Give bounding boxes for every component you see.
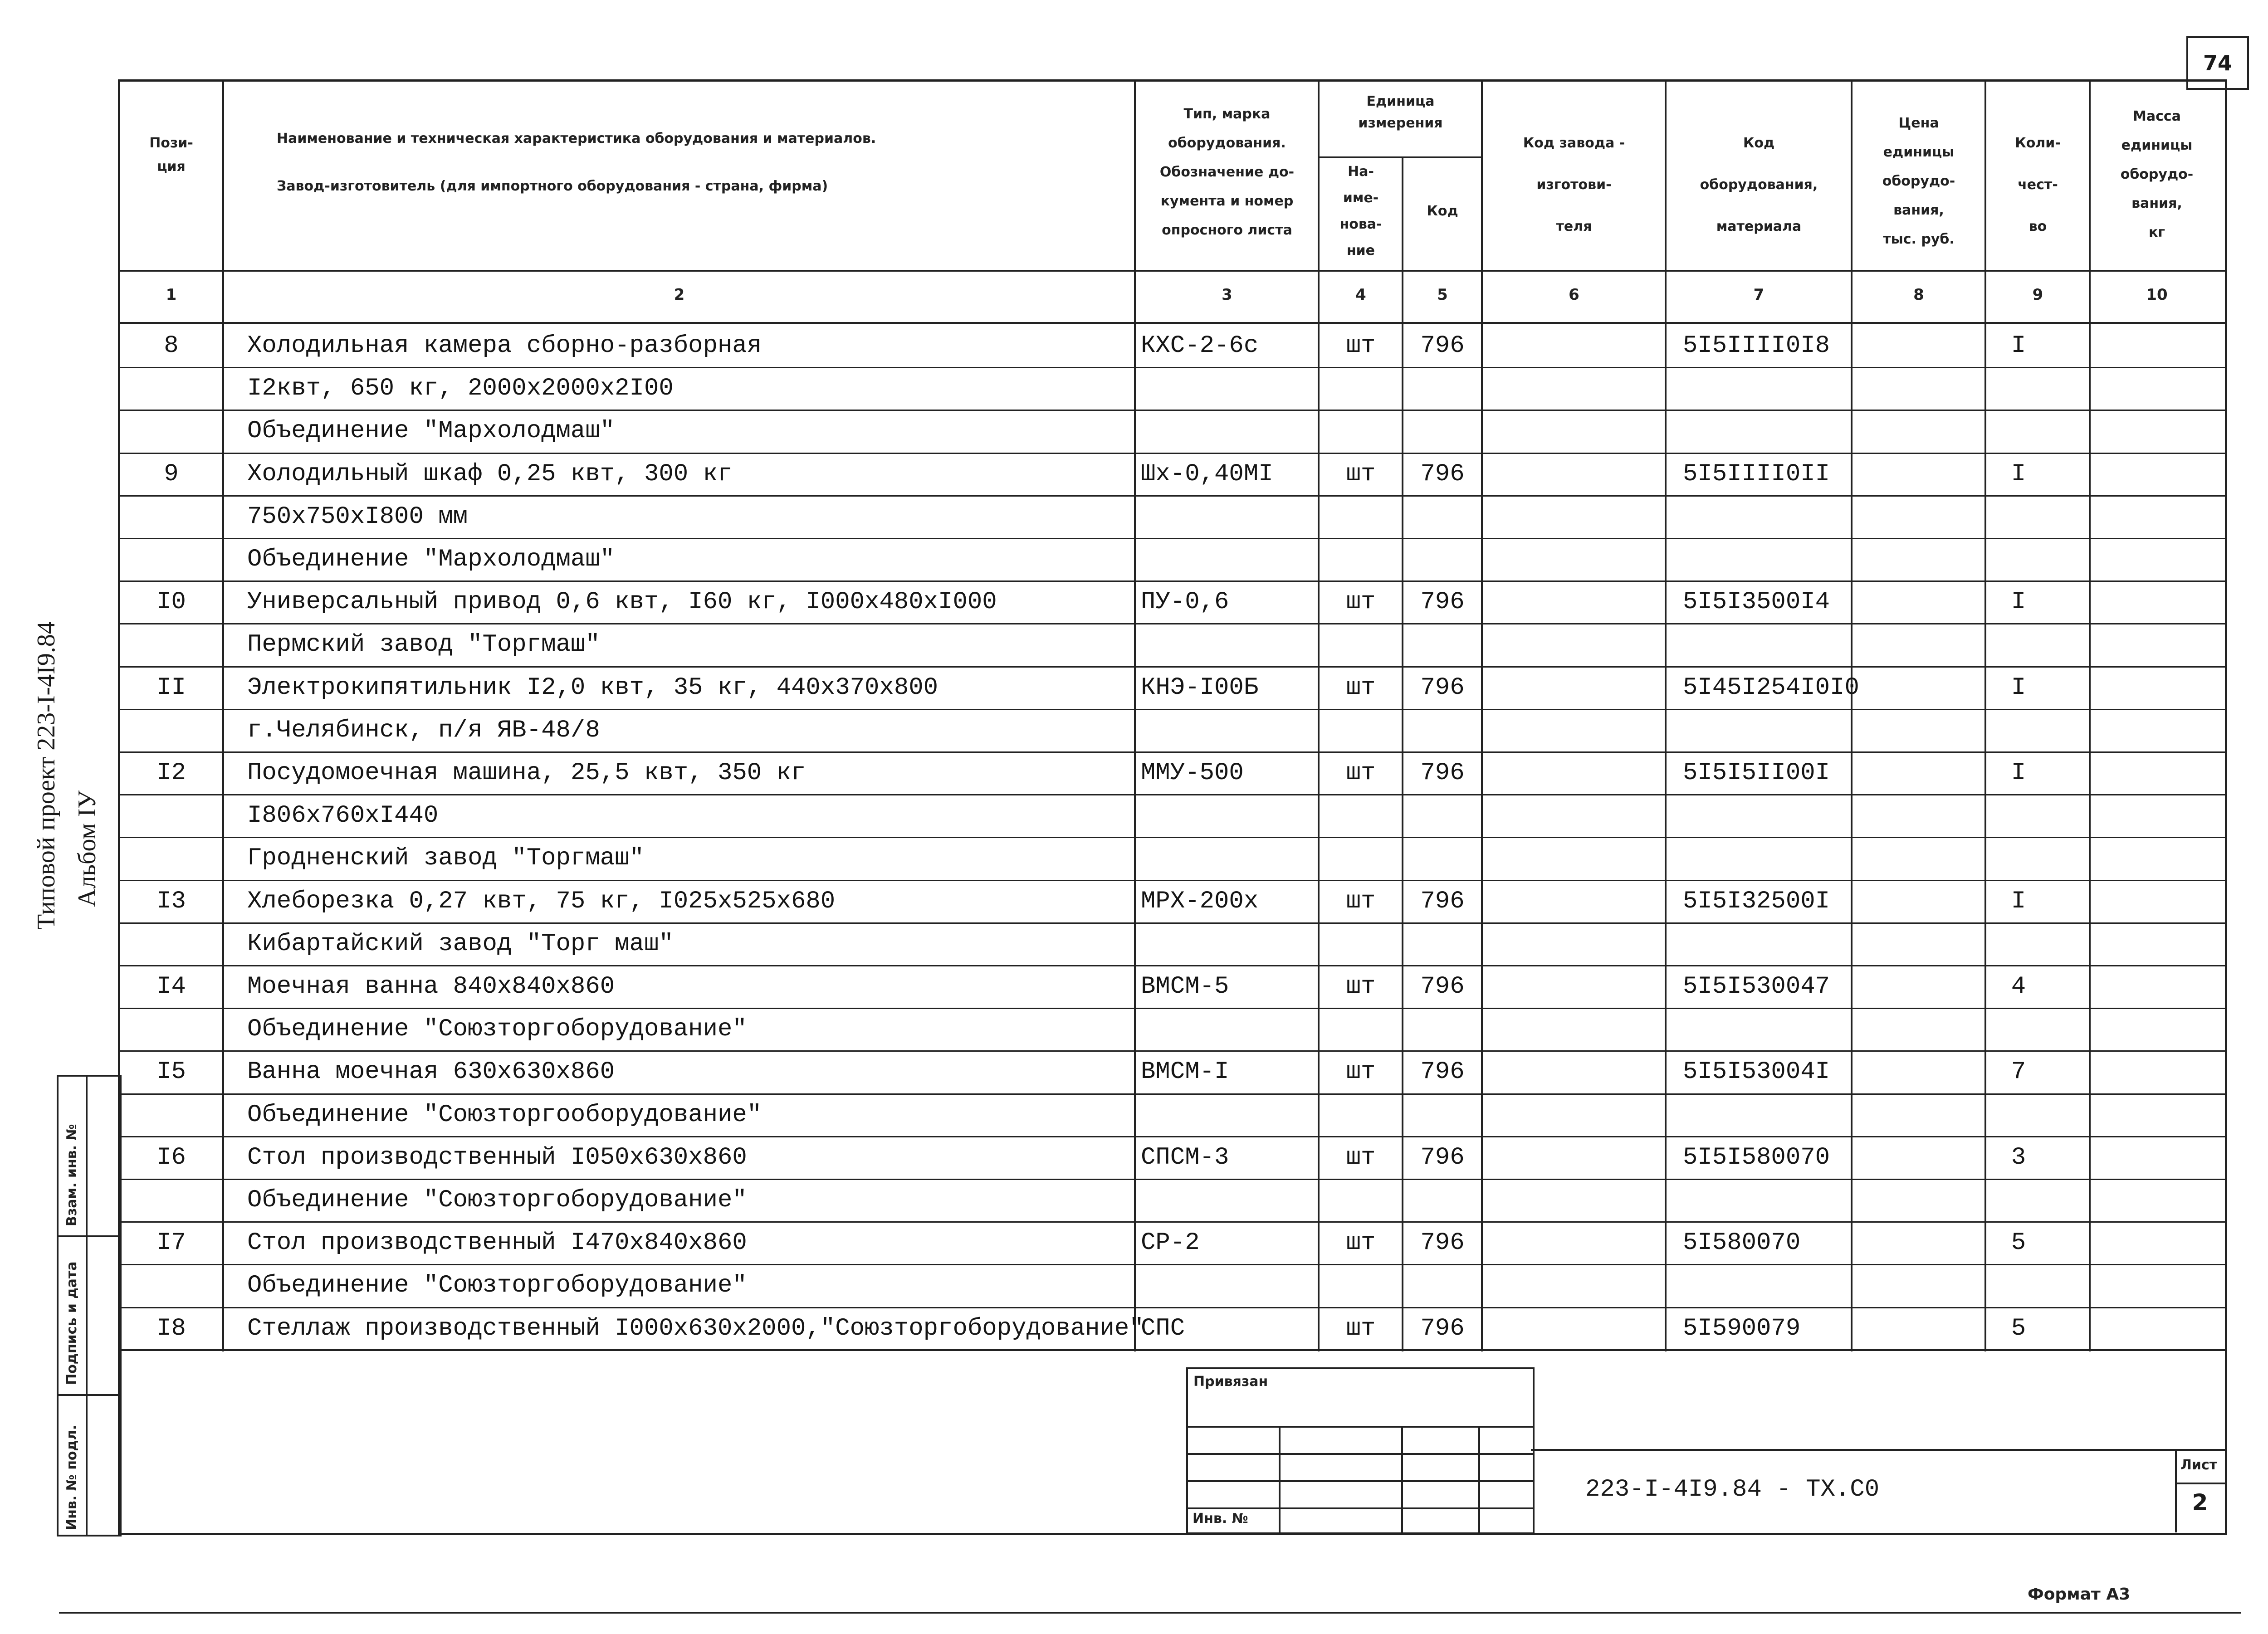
cell-name: Кибартайский завод "Торг маш" <box>247 930 674 958</box>
cell-type: СПСМ-3 <box>1141 1143 1229 1171</box>
cell-qty: I <box>2011 332 2026 360</box>
side-album: Альбом IУ <box>73 790 101 907</box>
side-project-title: Типовой проект 223-I-4I9.84 <box>32 621 60 930</box>
header-equipment-code: Код оборудования, материала <box>1700 135 1818 234</box>
cell-pos: I3 <box>156 887 186 915</box>
header-quantity: Коли- чест- во <box>2015 135 2061 234</box>
cell-equip-code: 5I5IIII0II <box>1683 460 1830 488</box>
colnum-10: 10 <box>2146 286 2168 304</box>
cell-name: I2квт, 650 кг, 2000х2000х2I00 <box>247 375 674 403</box>
cell-name: Объединение "Мархолодмаш" <box>247 546 615 573</box>
cell-unit: шт <box>1346 1229 1376 1257</box>
cell-name: Холодильный шкаф 0,25 квт, 300 кг <box>247 460 733 488</box>
privyazan-label: Привязан <box>1193 1374 1268 1390</box>
header-name-line2: Завод-изготовитель (для импортного оборудования - страна, фирма) <box>277 178 828 194</box>
cell-pos: I7 <box>156 1229 186 1257</box>
cell-code: 796 <box>1420 1229 1465 1257</box>
row-divider <box>118 1093 2225 1095</box>
row-divider <box>118 1264 2225 1265</box>
header-position: Пози- ция <box>149 135 193 175</box>
cell-type: Шх-0,40МI <box>1141 460 1273 488</box>
header-unit-name: На- име- нова- ние <box>1339 164 1382 259</box>
cell-name: Объединение "Союзторгоборудование" <box>247 1015 747 1044</box>
cell-name: Хлеборезка 0,27 квт, 75 кг, I025х525х680 <box>247 887 836 915</box>
cell-name: Электрокипятильник I2,0 квт, 35 кг, 440х370х800 <box>247 673 938 702</box>
colnum-3: 3 <box>1222 286 1232 304</box>
cell-qty: I <box>2011 759 2026 787</box>
cell-qty: I <box>2011 588 2026 616</box>
colnum-7: 7 <box>1753 286 1765 304</box>
row-divider <box>118 1008 2225 1009</box>
list-label: Лист <box>2180 1457 2218 1473</box>
cell-code: 796 <box>1420 332 1465 360</box>
cell-code: 796 <box>1420 460 1465 488</box>
cell-code: 796 <box>1420 588 1465 616</box>
cell-name: Посудомоечная машина, 25,5 квт, 350 кг <box>247 759 806 787</box>
row-divider <box>118 922 2225 924</box>
row-divider <box>118 453 2225 454</box>
inv-no-label: Инв. № <box>1193 1511 1248 1527</box>
cell-code: 796 <box>1420 1058 1465 1086</box>
cell-equip-code: 5I5I580070 <box>1683 1143 1830 1171</box>
row-divider <box>118 880 2225 881</box>
cell-unit: шт <box>1346 1143 1376 1171</box>
stamp-vzam-inv: Взам. инв. № <box>64 1124 80 1226</box>
colnum-8: 8 <box>1913 286 1924 304</box>
cell-qty: 4 <box>2011 973 2026 1000</box>
row-divider <box>118 1307 2225 1308</box>
row-divider <box>118 1050 2225 1052</box>
document-code: 223-I-4I9.84 - ТХ.С0 <box>1585 1476 1880 1503</box>
cell-type: ММУ-500 <box>1141 759 1244 787</box>
cell-name: 750х750хI800 мм <box>247 502 468 531</box>
title-block-privyazan <box>1186 1367 1535 1534</box>
header-factory-code: Код завода - изготови- теля <box>1523 135 1625 234</box>
cell-unit: шт <box>1346 1058 1376 1086</box>
title-block-code <box>1531 1449 2225 1532</box>
colnum-5: 5 <box>1437 286 1448 304</box>
bottom-rule <box>59 1612 2241 1614</box>
cell-equip-code: 5I45I254I0I0 <box>1683 673 1859 702</box>
list-number: 2 <box>2192 1489 2208 1516</box>
cell-type: ВМСМ-I <box>1141 1058 1229 1086</box>
row-divider <box>118 410 2225 411</box>
cell-qty: I <box>2011 887 2026 915</box>
cell-type: КНЭ-I00Б <box>1141 673 1259 702</box>
row-divider <box>118 709 2225 710</box>
cell-type: КХС-2-6с <box>1141 332 1259 360</box>
cell-pos: II <box>156 673 186 702</box>
cell-name: Стол производственный I050х630х860 <box>247 1143 747 1171</box>
cell-unit: шт <box>1346 973 1376 1000</box>
cell-equip-code: 5I5I530047 <box>1683 973 1830 1000</box>
cell-name: Объединение "Союзторгооборудование" <box>247 1101 762 1129</box>
cell-unit: шт <box>1346 588 1376 616</box>
cell-name: Объединение "Мархолодмаш" <box>247 417 615 445</box>
stamp-inv-podl: Инв. № подл. <box>64 1424 80 1530</box>
cell-name: Ванна моечная 630х630х860 <box>247 1058 615 1086</box>
header-mass: Масса единицы оборудо- вания, кг <box>2120 108 2194 240</box>
cell-unit: шт <box>1346 1314 1376 1342</box>
cell-name: г.Челябинск, п/я ЯВ-48/8 <box>247 716 600 744</box>
colnum-1: 1 <box>166 286 177 304</box>
row-divider <box>118 1179 2225 1180</box>
cell-pos: I5 <box>156 1058 186 1086</box>
cell-equip-code: 5I580070 <box>1683 1229 1801 1257</box>
row-divider <box>118 495 2225 497</box>
row-divider <box>118 751 2225 753</box>
cell-equip-code: 5I5I5II00I <box>1683 759 1830 787</box>
row-divider <box>118 623 2225 624</box>
cell-pos: I4 <box>156 973 186 1000</box>
header-type: Тип, марка оборудования. Обозначение до- кумента и номер опросного листа <box>1159 106 1295 238</box>
header-bottom-line <box>118 270 2225 272</box>
cell-qty: I <box>2011 673 2026 702</box>
cell-type: СР-2 <box>1141 1229 1200 1257</box>
cell-equip-code: 5I5I3500I4 <box>1683 588 1830 616</box>
row-divider <box>118 580 2225 582</box>
row-divider <box>118 666 2225 668</box>
left-stamp-strip <box>57 1075 122 1536</box>
cell-code: 796 <box>1420 1143 1465 1171</box>
cell-name: Стол производственный I470х840х860 <box>247 1229 747 1257</box>
cell-name: Гродненский завод "Торгмаш" <box>247 844 644 873</box>
cell-type: ПУ-0,6 <box>1141 588 1229 616</box>
cell-unit: шт <box>1346 673 1376 702</box>
cell-type: МРХ-200х <box>1141 887 1259 915</box>
cell-name: Пермский завод "Торгмаш" <box>247 631 600 659</box>
row-divider <box>118 794 2225 795</box>
cell-code: 796 <box>1420 673 1465 702</box>
format-label: Формат А3 <box>2028 1585 2131 1604</box>
cell-equip-code: 5I590079 <box>1683 1314 1801 1342</box>
row-divider <box>118 367 2225 368</box>
cell-qty: 5 <box>2011 1314 2026 1342</box>
cell-qty: I <box>2011 460 2026 488</box>
cell-qty: 3 <box>2011 1143 2026 1171</box>
cell-equip-code: 5I5IIII0I8 <box>1683 332 1830 360</box>
cell-qty: 5 <box>2011 1229 2026 1257</box>
row-divider <box>118 837 2225 838</box>
colnum-4: 4 <box>1355 286 1366 304</box>
cell-pos: I6 <box>156 1143 186 1171</box>
cell-code: 796 <box>1420 759 1465 787</box>
row-divider <box>118 538 2225 539</box>
cell-name: Моечная ванна 840х840х860 <box>247 973 615 1000</box>
cell-name: Универсальный привод 0,6 квт, I60 кг, I000х480хI000 <box>247 588 997 616</box>
cell-unit: шт <box>1346 332 1376 360</box>
colnum-9: 9 <box>2032 286 2043 304</box>
cell-pos: 8 <box>164 332 179 360</box>
cell-code: 796 <box>1420 973 1465 1000</box>
cell-type: ВМСМ-5 <box>1141 973 1229 1000</box>
cell-pos: I2 <box>156 759 186 787</box>
row-divider <box>118 1350 2225 1351</box>
cell-name: Объединение "Союзторгоборудование" <box>247 1272 747 1300</box>
header-unit-code: Код <box>1427 203 1458 219</box>
cell-pos: I8 <box>156 1314 186 1342</box>
cell-name: Объединение "Союзторгоборудование" <box>247 1186 747 1214</box>
colnum-bottom-line <box>118 322 2225 324</box>
cell-name: Стеллаж производственный I000х630х2000,"Союзторгоборудование" <box>247 1314 1144 1342</box>
cell-code: 796 <box>1420 887 1465 915</box>
cell-name: Холодильная камера сборно-разборная <box>247 332 762 360</box>
colnum-2: 2 <box>674 286 685 304</box>
cell-equip-code: 5I5I32500I <box>1683 887 1830 915</box>
unit-group-line <box>1318 156 1481 158</box>
cell-unit: шт <box>1346 887 1376 915</box>
cell-pos: I0 <box>156 588 186 616</box>
header-price: Цена единицы оборудо- вания, тыс. руб. <box>1882 115 1955 247</box>
row-divider <box>118 965 2225 966</box>
cell-name: I806х760хI440 <box>247 802 439 830</box>
cell-unit: шт <box>1346 759 1376 787</box>
cell-type: СПС <box>1141 1314 1185 1342</box>
row-divider <box>118 1221 2225 1223</box>
cell-pos: 9 <box>164 460 179 488</box>
stamp-podpis-data: Подпись и дата <box>64 1261 80 1385</box>
page-number: 74 <box>2203 51 2232 75</box>
cell-unit: шт <box>1346 460 1376 488</box>
header-unit-group: Единица измерения <box>1358 93 1443 131</box>
cell-qty: 7 <box>2011 1058 2026 1086</box>
header-name-line1: Наименование и техническая характеристика оборудования и материалов. <box>277 131 876 146</box>
cell-code: 796 <box>1420 1314 1465 1342</box>
row-divider <box>118 1136 2225 1137</box>
colnum-6: 6 <box>1569 286 1579 304</box>
cell-equip-code: 5I5I53004I <box>1683 1058 1830 1086</box>
